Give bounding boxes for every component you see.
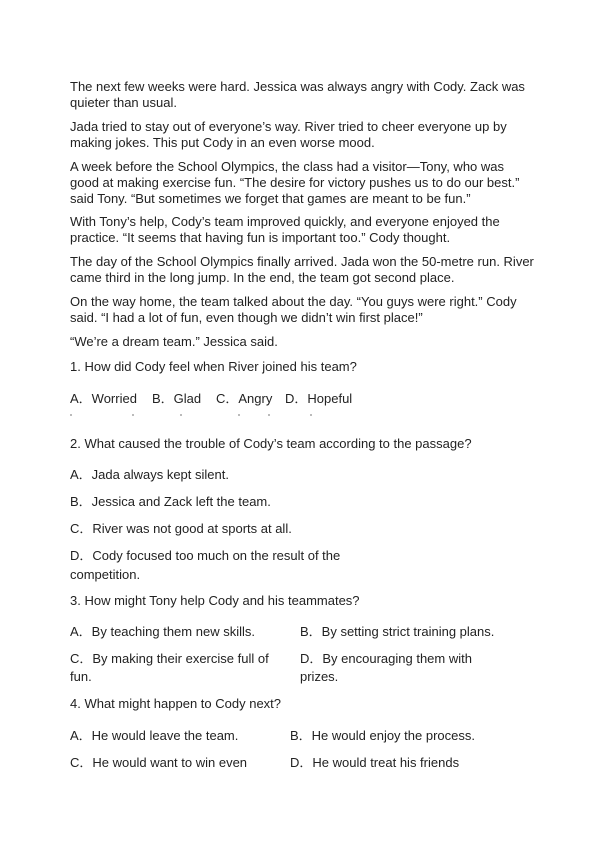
option-d[interactable]: D．Hopeful [285,391,353,406]
passage-line: With Tony’s help, Cody’s team improved quickly, and everyone enjoyed the [70,214,500,229]
option-a[interactable]: A．Jada always kept silent. [70,467,229,482]
passage-line: The next few weeks were hard. Jessica was always angry with Cody. Zack was [70,79,525,94]
passage-line: “We’re a dream team.” Jessica said. [70,334,278,349]
question-stem: 3. How might Tony help Cody and his teammates? [70,593,360,608]
option-d-continued[interactable]: prizes. [300,669,339,684]
passage-line: On the way home, the team talked about the day. “You guys were right.” Cody [70,294,517,309]
passage-line: Jada tried to stay out of everyone’s way. River tried to cheer everyone up by [70,119,507,134]
option-d-continued[interactable]: competition. [70,567,141,582]
question-stem: 4. What might happen to Cody next? [70,696,282,711]
passage-line: good at making exercise fun. “The desire for victory pushes us to do our best.” [70,175,520,190]
passage-line: said. “I had a lot of fun, even though we didn’t win first place!” [70,310,423,325]
option-b[interactable]: B．He would enjoy the process. [290,728,475,743]
passage-line: came third in the long jump. In the end, the team got second place. [70,270,455,285]
option-c[interactable]: C．By making their exercise full of [70,651,269,666]
option-d[interactable]: D．He would treat his friends [290,755,460,770]
option-b[interactable]: B．Jessica and Zack left the team. [70,494,271,509]
option-c-continued[interactable]: fun. [70,669,92,684]
option-a[interactable]: A．He would leave the team. [70,728,239,743]
dotted-separator [70,412,390,418]
option-c[interactable]: C．Angry [216,391,273,406]
passage-line: The day of the School Olympics finally arrived. Jada won the 50-metre run. River [70,254,534,269]
passage-line: practice. “It seems that having fun is important too.” Cody thought. [70,230,451,245]
option-c[interactable]: C．River was not good at sports at all. [70,521,292,536]
passage-line: A week before the School Olympics, the class had a visitor—Tony, who was [70,159,505,174]
passage-line: said Tony. “But sometimes we forget that games are meant to be fun.” [70,191,471,206]
passage-line: making jokes. This put Cody in an even worse mood. [70,135,375,150]
option-d[interactable]: D．By encouraging them with [300,651,472,666]
option-b[interactable]: B．By setting strict training plans. [300,624,495,639]
question-stem: 2. What caused the trouble of Cody’s team according to the passage? [70,436,472,451]
question-stem: 1. How did Cody feel when River joined his team? [70,359,357,374]
option-a[interactable]: A．By teaching them new skills. [70,624,255,639]
option-b[interactable]: B．Glad [152,391,202,406]
option-a[interactable]: A．Worried [70,391,137,406]
option-c[interactable]: C．He would want to win even [70,755,248,770]
passage-line: quieter than usual. [70,95,177,110]
option-d[interactable]: D．Cody focused too much on the result of the [70,548,341,563]
